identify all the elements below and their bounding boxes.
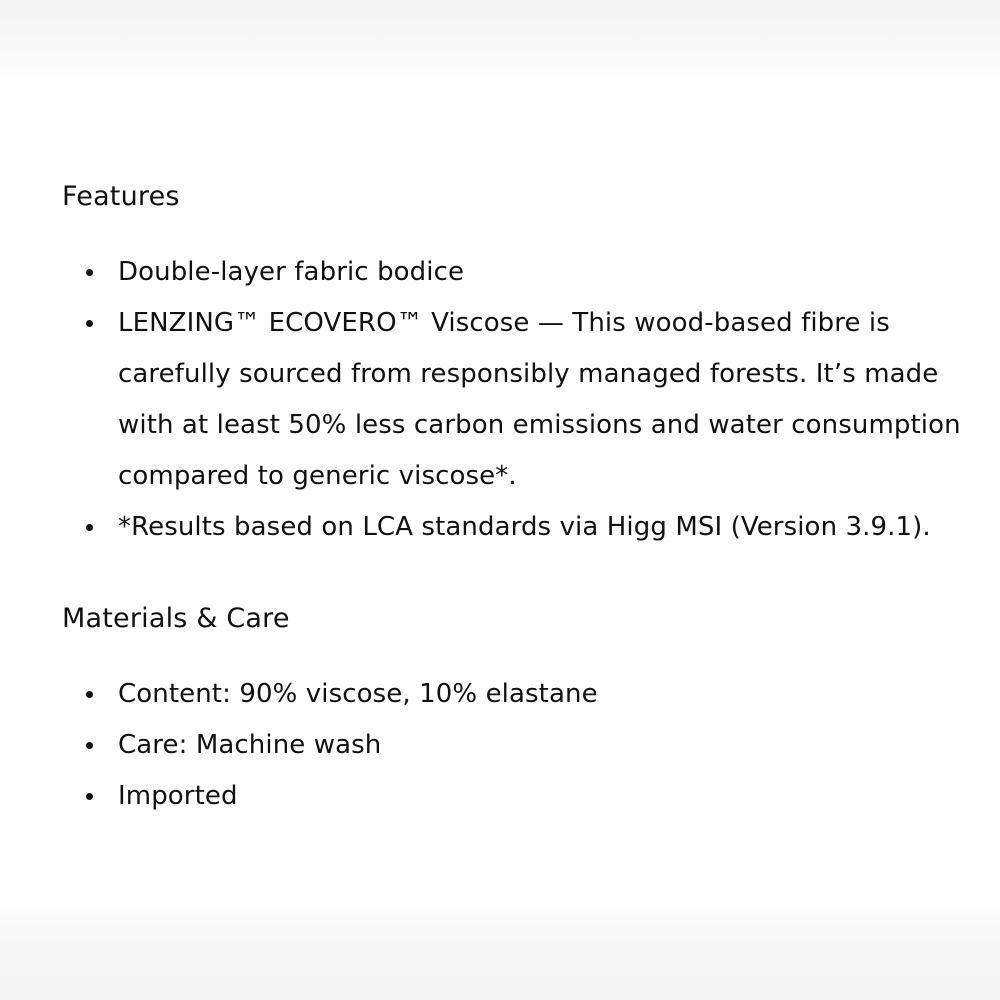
features-section xyxy=(62,176,962,553)
list-item-text: LENZING™ ECOVERO™ Viscose — This wood-based fibre is carefully sourced from responsibly managed forests. It’s made with at least 50% less carbon emissions and water consumption compared to generic viscose*. xyxy=(118,308,961,491)
materials-care-list xyxy=(62,669,962,822)
bottom-shadow xyxy=(0,900,1000,1000)
list-item-text: Double-layer fabric bodice xyxy=(118,257,465,287)
features-list xyxy=(62,247,962,553)
list-item-text: Care: Machine wash xyxy=(118,730,382,760)
list-item-text: *Results based on LCA standards via Higg MSI (Version 3.9.1). xyxy=(118,512,931,542)
bullet-icon xyxy=(86,269,93,276)
list-item xyxy=(62,720,962,771)
list-item-text: Imported xyxy=(118,781,238,811)
bullet-icon xyxy=(86,524,93,531)
list-item xyxy=(62,298,962,502)
materials-care-section xyxy=(62,598,962,822)
list-item xyxy=(62,771,962,822)
bullet-icon xyxy=(86,320,93,327)
top-shadow xyxy=(0,0,1000,95)
materials-care-heading: Materials & Care xyxy=(62,603,290,634)
list-item xyxy=(62,247,962,298)
bullet-icon xyxy=(86,793,93,800)
bullet-icon xyxy=(86,691,93,698)
list-item-text: Content: 90% viscose, 10% elastane xyxy=(118,679,598,709)
list-item xyxy=(62,502,962,553)
list-item xyxy=(62,669,962,720)
bullet-icon xyxy=(86,742,93,749)
features-heading: Features xyxy=(62,181,180,212)
product-details xyxy=(62,176,962,822)
